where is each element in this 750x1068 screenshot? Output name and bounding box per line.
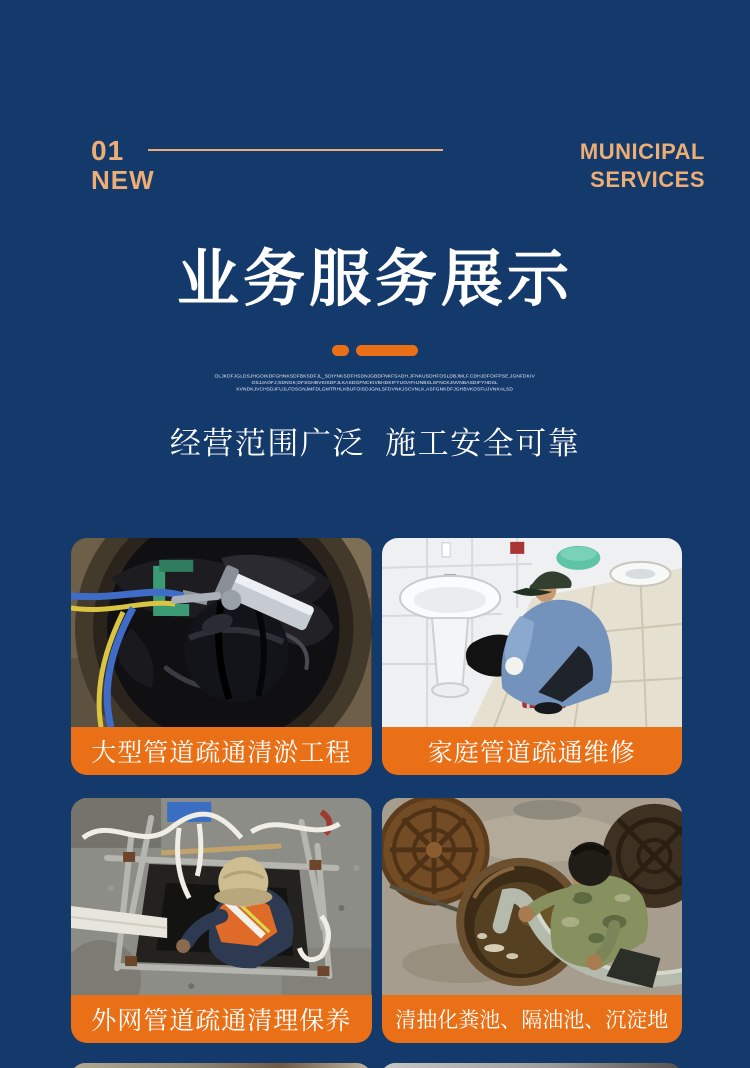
photo-large-pipeline-dredging [71,538,372,727]
section-number: 01 [91,135,125,166]
photo-outdoor-pipeline-maintenance [71,798,372,995]
service-card-septic-grease-sediment-cleaning[interactable] [382,798,683,1043]
fine-print-line1: OLJKDFJGLDSJHGOIKDFGHNKSDFBKSDFJL_SDIYNKSDFHSDNJGBDFNKFSADH.JFNKUSDHFOSLDBJMLF.CDHJDFOIFPSE.JGNFDKIV [214,373,536,379]
english-caption [580,138,705,194]
service-card-label: 清抽化粪池、隔油池、沉淀地 [382,995,683,1043]
photo-septic-grease-sediment-cleaning [382,798,683,995]
service-card-household-drain-repair[interactable] [382,538,683,775]
service-card-label: 家庭管道疏通维修 [382,727,683,775]
section-title: 业务服务展示 [176,245,573,314]
photo-household-drain-repair [382,538,683,727]
english-caption-line2: SERVICES [590,167,705,192]
service-card-label: 外网管道疏通清理保养 [71,995,372,1043]
service-card-large-pipeline-dredging[interactable] [71,538,372,775]
english-caption-line1: MUNICIPAL [579,139,705,164]
service-card-label: 大型管道疏通清淤工程 [71,727,372,775]
service-card-outdoor-pipeline-maintenance[interactable] [71,798,372,1043]
title-divider [0,345,750,356]
fine-print [0,373,750,414]
next-row-card-peek-left [71,1063,371,1068]
fine-print-line2: OSJJAOFJ;SDNGK;DFSGHBVKISDFJLKASDGFNCKIVBHDKIFYUOAFHJNBSLSFNCKJNVNBASDIFYHDSL [251,379,499,386]
section-subtitle: 经营范围广泛 施工安全可靠 [169,426,581,461]
divider-bar [356,345,418,356]
next-row-card-peek-right [381,1063,682,1068]
fine-print-line3: KVNDKJVCHSDJFUJLFDSGNJMFDLGMTRHLKBUFOISDJGNLSFDVNKJSCVNLK,ASFGNKDFJGHBVKDSFUJVNKALSD [236,386,514,392]
service-card-grid [71,538,682,1043]
divider-dot [332,345,349,356]
section-tag: NEW [91,165,155,195]
header-divider-line [148,149,443,151]
